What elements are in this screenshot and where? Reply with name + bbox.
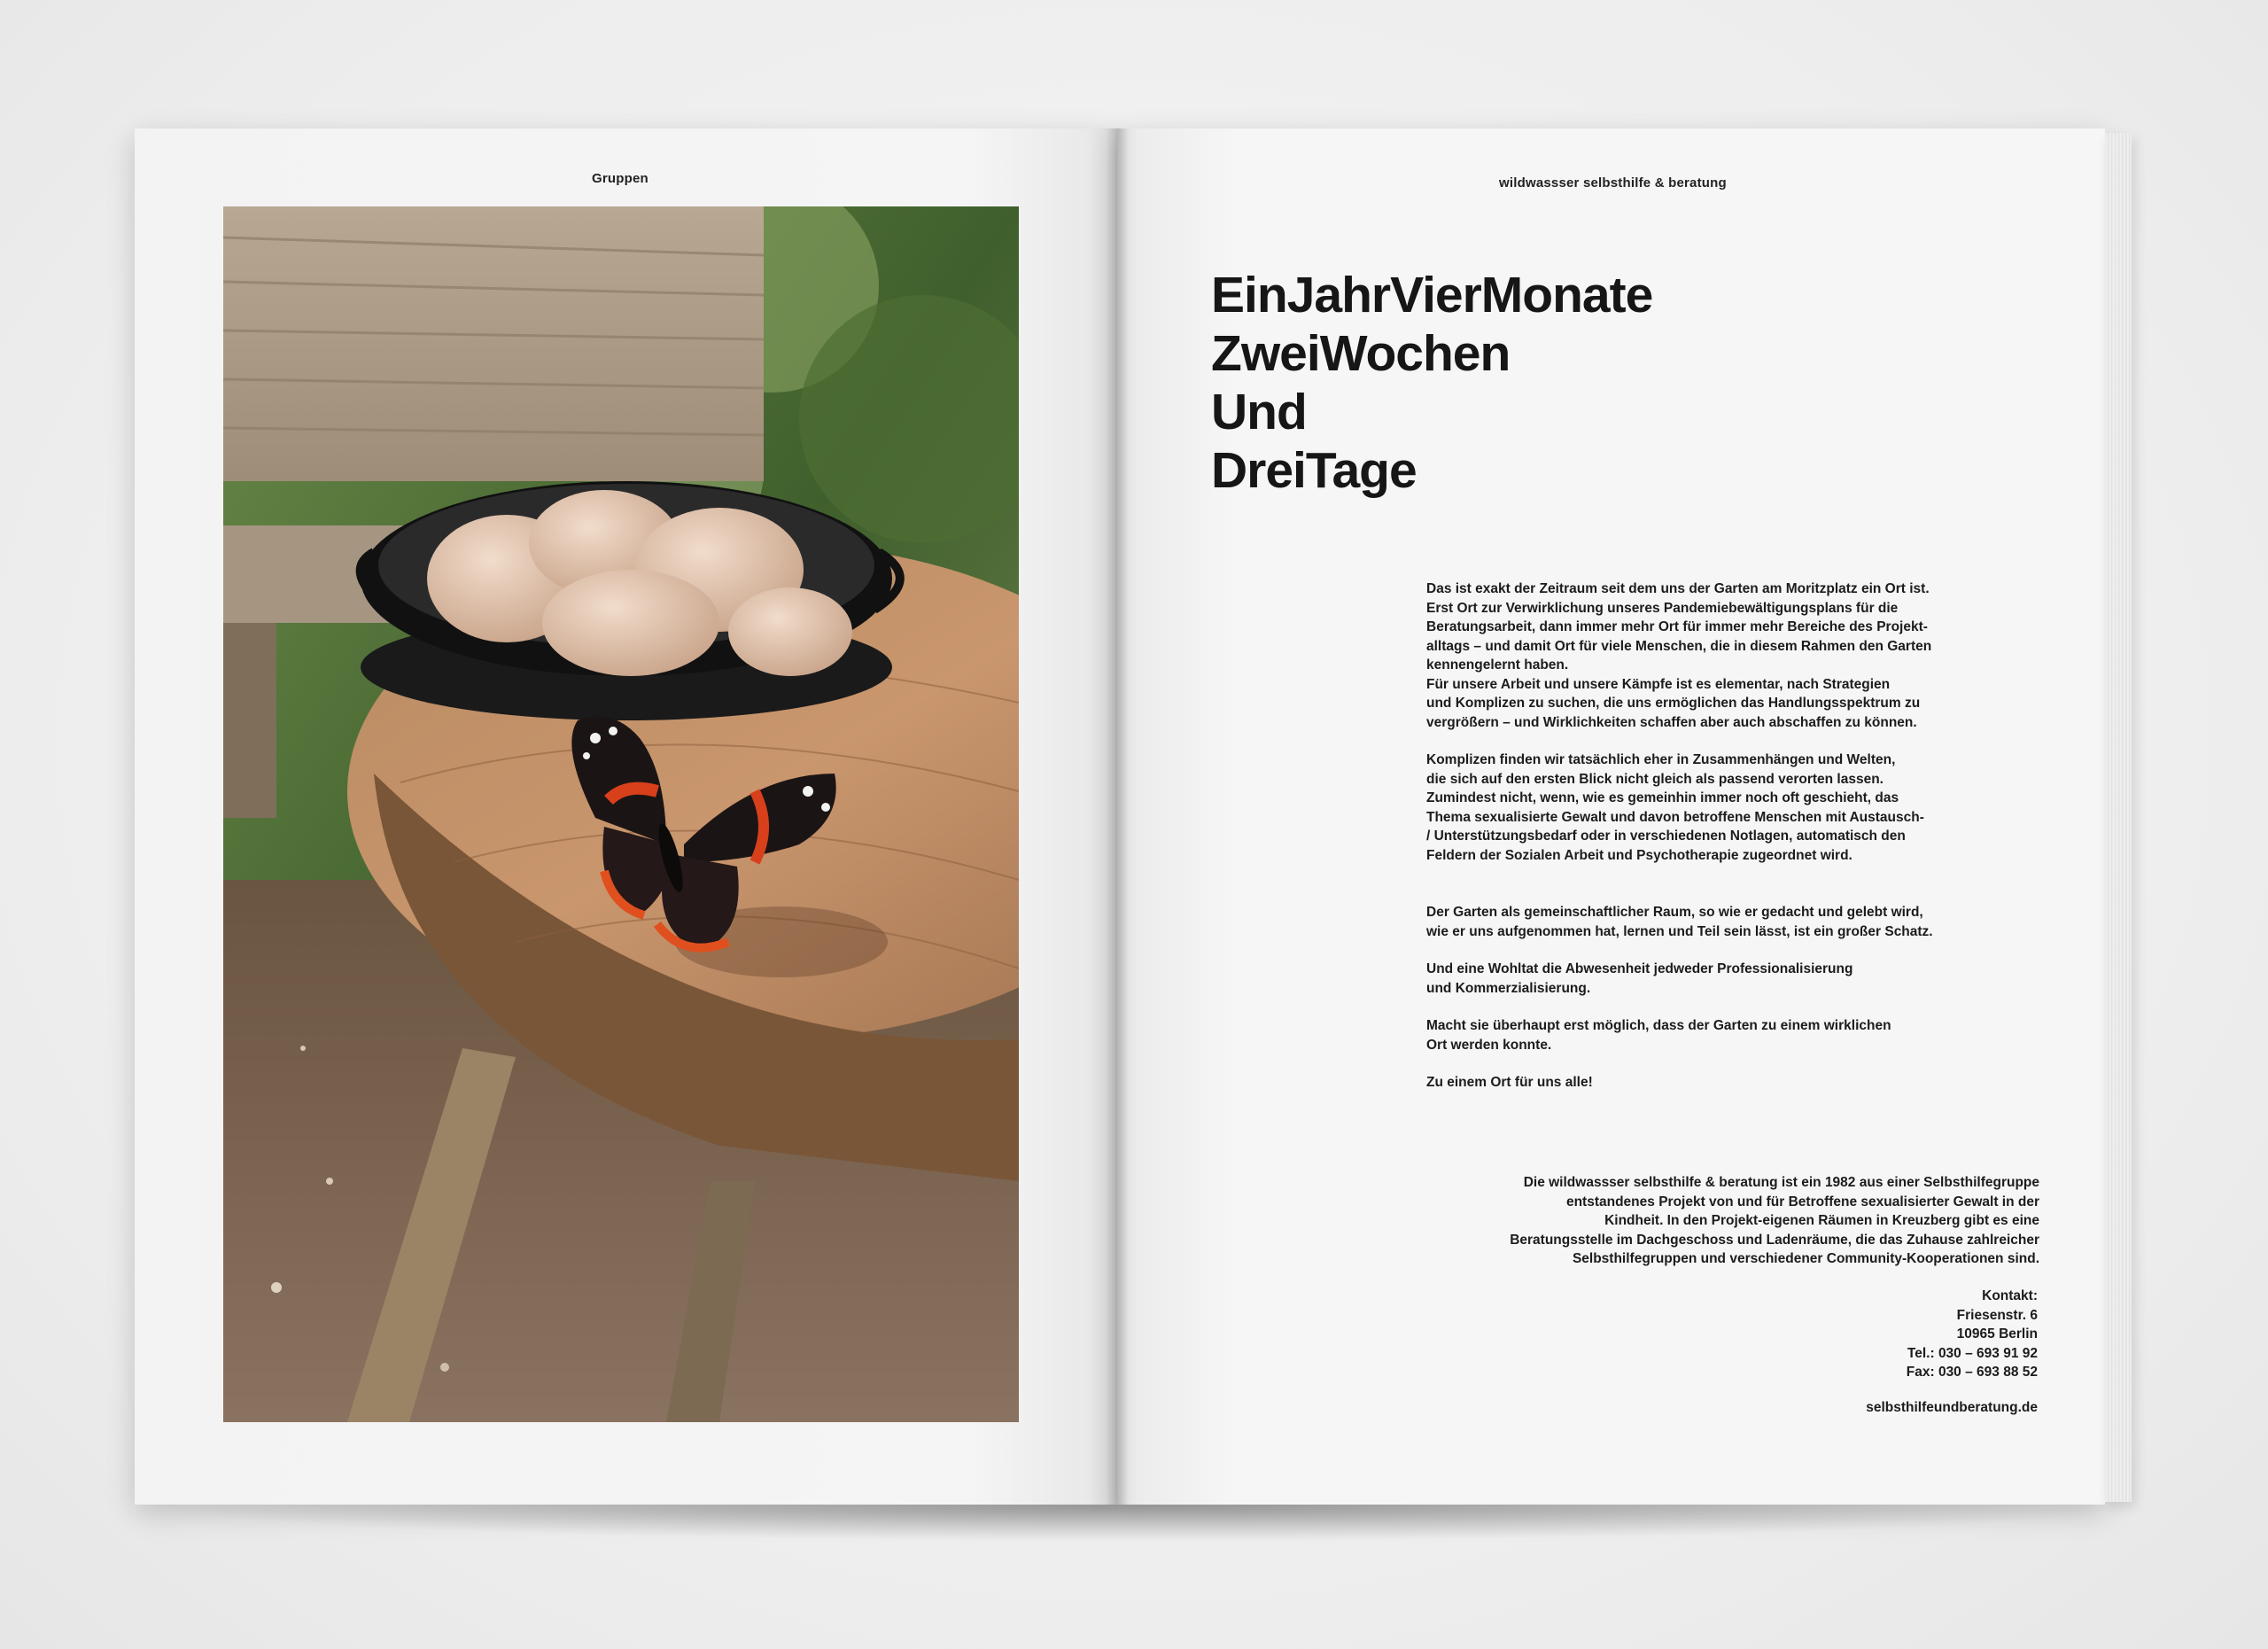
text-line: Feldern der Sozialen Arbeit und Psychotherapie zugeordnet wird. [1426, 847, 1852, 863]
text-line: Erst Ort zur Verwirklichung unseres Pandemiebewältigungsplans für die [1426, 600, 1899, 616]
text-line: Ort werden konnte. [1426, 1037, 1552, 1053]
text-line: vergrößern – und Wirklichkeiten schaffen aber auch abschaffen zu können. [1426, 714, 1917, 730]
text-line: die sich auf den ersten Blick nicht gleich als passend verorten lassen. [1426, 771, 1884, 787]
text-line: Beratungsstelle im Dachgeschoss und Ladenräume, die das Zuhause zahlreicher [1510, 1232, 2039, 1248]
text-line: alltags – und damit Ort für viele Menschen, die in diesem Rahmen den Garten [1426, 638, 1932, 654]
text-line: kennengelernt haben. [1426, 657, 1569, 673]
about-block [1418, 1173, 2039, 1269]
body-text [1426, 579, 2029, 1093]
text-line: Der Garten als gemeinschaftlicher Raum, so wie er gedacht und gelebt wird, [1426, 905, 1923, 920]
text-line: Macht sie überhaupt erst möglich, dass der Garten zu einem wirklichen [1426, 1018, 1891, 1033]
text-line: Und eine Wohltat die Abwesenheit jedweder Professionalisierung [1426, 961, 1853, 976]
contact-block [1728, 1287, 2038, 1382]
text-line: Zu einem Ort für uns alle! [1426, 1075, 1593, 1090]
text-line: und Komplizen zu suchen, die uns ermöglichen das Handlungsspektrum zu [1426, 696, 1921, 711]
text-line: / Unterstützungsbedarf oder in verschiedenen Notlagen, automatisch den [1426, 828, 1906, 844]
running-head-right: wildwassser selbsthilfe & beratung [1499, 175, 1727, 191]
paragraph-gap [1426, 998, 2029, 1016]
paragraph-gap [1426, 732, 2029, 751]
headline-line: EinJahrVierMonate [1211, 267, 1653, 323]
contact-fax: Fax: 030 – 693 88 52 [1906, 1365, 2038, 1380]
website-link[interactable]: selbsthilfeundberatung.de [1866, 1400, 2038, 1415]
text-line: Thema sexualisierte Gewalt und davon betroffene Menschen mit Austausch- [1426, 809, 1924, 825]
text-line: Komplizen finden wir tatsächlich eher in Zusammenhängen und Welten, [1426, 752, 1896, 767]
contact-city: 10965 Berlin [1956, 1326, 2038, 1342]
running-head-left: Gruppen [592, 171, 649, 186]
spine-fold [1106, 128, 1129, 1505]
text-line: Kindheit. In den Projekt-eigenen Räumen in Kreuzberg gibt es eine [1604, 1213, 2039, 1228]
headline [1211, 266, 1652, 500]
text-line: Für unsere Arbeit und unsere Kämpfe ist es elementar, nach Strategien [1426, 676, 1891, 692]
text-line: Selbsthilfegruppen und verschiedener Community-Kooperationen sind. [1572, 1251, 2039, 1266]
paragraph-gap [1426, 1054, 2029, 1073]
paragraph-gap [1426, 941, 2029, 960]
text-line: Beratungsarbeit, dann immer mehr Ort für immer mehr Bereiche des Projekt- [1426, 619, 1928, 634]
text-line: wie er uns aufgenommen hat, lernen und Teil sein lässt, ist ein großer Schatz. [1426, 923, 1933, 939]
butterfly-photo [223, 206, 1019, 1422]
text-line: entstandenes Projekt von und für Betroffene sexualisierter Gewalt in der [1565, 1194, 2039, 1210]
contact-street: Friesenstr. 6 [1956, 1307, 2038, 1323]
text-line: Das ist exakt der Zeitraum seit dem uns der Garten am Moritzplatz ein Ort ist. [1426, 581, 1930, 596]
page-edges [2105, 133, 2132, 1502]
photo-illustration [223, 206, 1019, 1422]
headline-line: ZweiWochen [1211, 325, 1511, 382]
text-line: Die wildwassser selbsthilfe & beratung ist ein 1982 aus einer Selbsthilfegruppe [1523, 1175, 2039, 1190]
headline-line: DreiTage [1211, 442, 1417, 499]
contact-label: Kontakt: [1982, 1288, 2038, 1303]
contact-tel: Tel.: 030 – 693 91 92 [1907, 1345, 2038, 1361]
text-line: und Kommerzialisierung. [1426, 980, 1591, 996]
text-line: Zumindest nicht, wenn, wie es gemeinhin immer noch oft geschieht, das [1426, 790, 1899, 805]
paragraph-gap [1426, 865, 2029, 903]
headline-line: Und [1211, 384, 1307, 440]
